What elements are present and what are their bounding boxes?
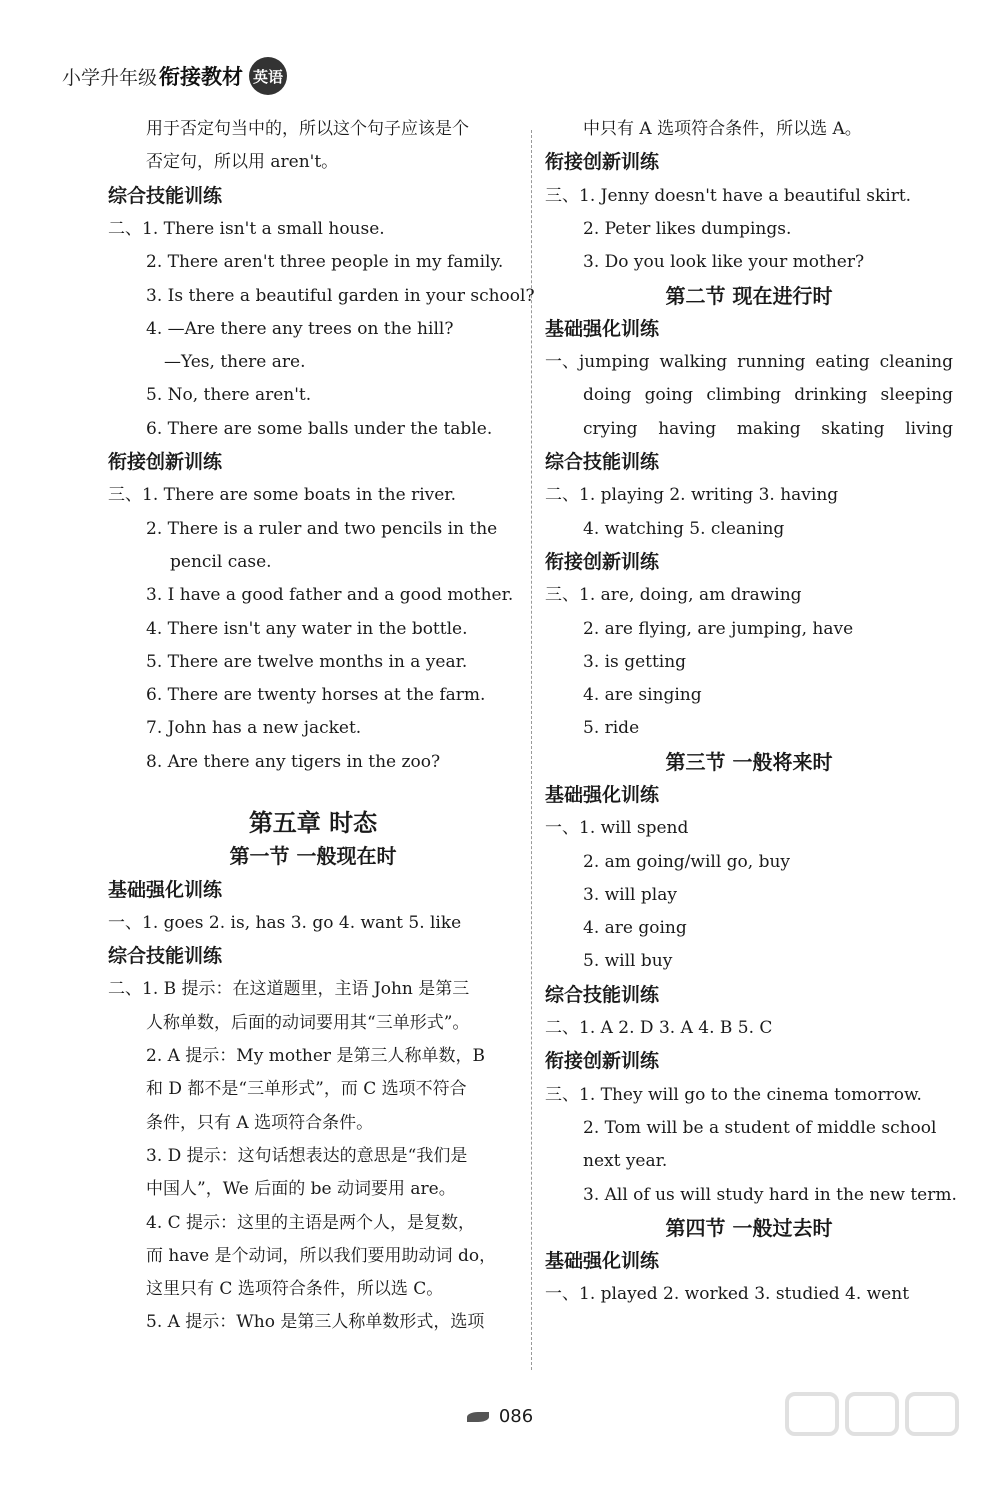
subject-badge: 英语 bbox=[249, 57, 287, 95]
subsection-title: 第四节 一般过去时 bbox=[665, 1216, 833, 1240]
section-heading: 综合技能训练 bbox=[108, 185, 223, 207]
answer-line: 3. I have a good father and a good mother. bbox=[146, 585, 514, 605]
answer-line: 三、1. There are some boats in the river. bbox=[108, 485, 456, 505]
answer-line: 三、1. Jenny doesn't have a beautiful skirt. bbox=[545, 186, 912, 206]
word-item: having bbox=[658, 419, 717, 439]
subsection-title: 第二节 现在进行时 bbox=[665, 284, 833, 308]
answer-line: 5. will buy bbox=[583, 951, 673, 971]
answer-line: —Yes, there are. bbox=[164, 352, 306, 372]
answer-line: 4. are singing bbox=[583, 685, 702, 705]
answer-line: 4. C 提示：这里的主语是两个人，是复数， bbox=[146, 1213, 476, 1233]
answer-line: 5. There are twelve months in a year. bbox=[146, 652, 468, 672]
word-item: living bbox=[905, 419, 953, 439]
answer-line: 这里只有 C 选项符合条件，所以选 C。 bbox=[146, 1279, 444, 1299]
answer-line: 一、1. goes 2. is, has 3. go 4. want 5. like bbox=[108, 913, 462, 933]
answer-line: 2. am going/will go, buy bbox=[583, 852, 791, 872]
answer-line: 二、1. A 2. D 3. A 4. B 5. C bbox=[545, 1018, 773, 1038]
word-list-row bbox=[583, 384, 953, 406]
word-item: 一、jumping bbox=[545, 352, 650, 372]
answer-line: 6. There are twenty horses at the farm. bbox=[146, 685, 486, 705]
answer-line: 3. All of us will study hard in the new term. bbox=[583, 1185, 957, 1205]
answer-line: 条件，只有 A 选项符合条件。 bbox=[146, 1113, 374, 1133]
section-heading: 衔接创新训练 bbox=[545, 151, 660, 173]
word-item: eating bbox=[815, 352, 870, 372]
leaf-icon bbox=[467, 1412, 489, 1422]
subsection-title: 第一节 一般现在时 bbox=[229, 844, 397, 868]
word-item: drinking bbox=[794, 385, 868, 405]
answer-line: 一、1. will spend bbox=[545, 818, 689, 838]
answer-line: 3. is getting bbox=[583, 652, 687, 672]
answer-line: 4. There isn't any water in the bottle. bbox=[146, 619, 468, 639]
answer-line: 用于否定句当中的，所以这个句子应该是个 bbox=[146, 119, 469, 139]
answer-line: 6. There are some balls under the table. bbox=[146, 419, 493, 439]
answer-line: 2. There is a ruler and two pencils in the bbox=[146, 519, 498, 539]
answer-line: 二、1. There isn't a small house. bbox=[108, 219, 385, 239]
watermark-logo bbox=[782, 1389, 972, 1469]
answer-line: next year. bbox=[583, 1151, 668, 1171]
section-heading: 衔接创新训练 bbox=[545, 1050, 660, 1072]
header-title: 衔接教材 bbox=[159, 65, 244, 89]
answer-line: 三、1. They will go to the cinema tomorrow. bbox=[545, 1085, 922, 1105]
section-heading: 综合技能训练 bbox=[545, 984, 660, 1006]
page-number: 086 bbox=[498, 1406, 534, 1427]
answer-line: 二、1. B 提示：在这道题里，主语 John 是第三 bbox=[108, 979, 470, 999]
answer-line: 4. —Are there any trees on the hill? bbox=[146, 319, 454, 339]
section-heading: 综合技能训练 bbox=[108, 945, 223, 967]
answer-line: 中国人”，We 后面的 be 动词要用 are。 bbox=[146, 1179, 456, 1199]
answer-line: 3. Do you look like your mother? bbox=[583, 252, 865, 272]
word-item: doing bbox=[583, 385, 632, 405]
section-heading: 基础强化训练 bbox=[108, 879, 223, 901]
answer-line: 2. There aren't three people in my family. bbox=[146, 252, 504, 272]
word-item: crying bbox=[583, 419, 638, 439]
section-heading: 基础强化训练 bbox=[545, 318, 660, 340]
answer-line: 5. ride bbox=[583, 718, 640, 738]
word-item: running bbox=[737, 352, 806, 372]
word-item: making bbox=[736, 419, 801, 439]
page-header bbox=[62, 56, 287, 96]
answer-line: 中只有 A 选项符合条件，所以选 A。 bbox=[583, 119, 862, 139]
answer-line: 5. A 提示：Who 是第三人称单数形式，选项 bbox=[146, 1312, 485, 1332]
answer-line: 4. are going bbox=[583, 918, 687, 938]
answer-line: 8. Are there any tigers in the zoo? bbox=[146, 752, 441, 772]
answer-line: 和 D 都不是“三单形式”，而 C 选项不符合 bbox=[146, 1079, 467, 1099]
column-divider bbox=[531, 130, 533, 1370]
word-list-row bbox=[545, 351, 953, 373]
subsection-title: 第三节 一般将来时 bbox=[665, 750, 833, 774]
answer-line: 2. Peter likes dumpings. bbox=[583, 219, 792, 239]
answer-line: 2. are flying, are jumping, have bbox=[583, 619, 854, 639]
answer-line: 3. Is there a beautiful garden in your school? bbox=[146, 286, 535, 306]
section-heading: 基础强化训练 bbox=[545, 1250, 660, 1272]
word-item: sleeping bbox=[880, 385, 953, 405]
answer-line: pencil case. bbox=[170, 552, 272, 572]
word-item: climbing bbox=[706, 385, 782, 405]
answer-line: 5. No, there aren't. bbox=[146, 385, 312, 405]
word-item: going bbox=[644, 385, 694, 405]
answer-line: 3. D 提示：这句话想表达的意思是“我们是 bbox=[146, 1146, 468, 1166]
word-list-row bbox=[583, 418, 953, 440]
answer-line: 三、1. are, doing, am drawing bbox=[545, 585, 802, 605]
answer-line: 2. A 提示：My mother 是第三人称单数，B bbox=[146, 1046, 485, 1066]
section-heading: 综合技能训练 bbox=[545, 451, 660, 473]
word-item: skating bbox=[821, 419, 885, 439]
answer-line: 而 have 是个动词，所以我们要用助动词 do， bbox=[146, 1246, 497, 1266]
section-heading: 衔接创新训练 bbox=[108, 451, 223, 473]
section-heading: 基础强化训练 bbox=[545, 784, 660, 806]
word-item: cleaning bbox=[879, 352, 953, 372]
answer-line: 3. will play bbox=[583, 885, 677, 905]
answer-line: 7. John has a new jacket. bbox=[146, 718, 362, 738]
answer-line: 一、1. played 2. worked 3. studied 4. went bbox=[545, 1284, 910, 1304]
answer-line: 2. Tom will be a student of middle school bbox=[583, 1118, 937, 1138]
answer-line: 二、1. playing 2. writing 3. having bbox=[545, 485, 839, 505]
word-item: walking bbox=[659, 352, 728, 372]
answer-line: 人称单数，后面的动词要用其“三单形式”。 bbox=[146, 1013, 470, 1033]
answer-line: 否定句，所以用 aren't。 bbox=[146, 152, 339, 172]
header-prefix: 小学升年级 bbox=[62, 66, 158, 89]
answer-line: 4. watching 5. cleaning bbox=[583, 519, 785, 539]
chapter-title: 第五章 时态 bbox=[248, 809, 378, 837]
section-heading: 衔接创新训练 bbox=[545, 551, 660, 573]
